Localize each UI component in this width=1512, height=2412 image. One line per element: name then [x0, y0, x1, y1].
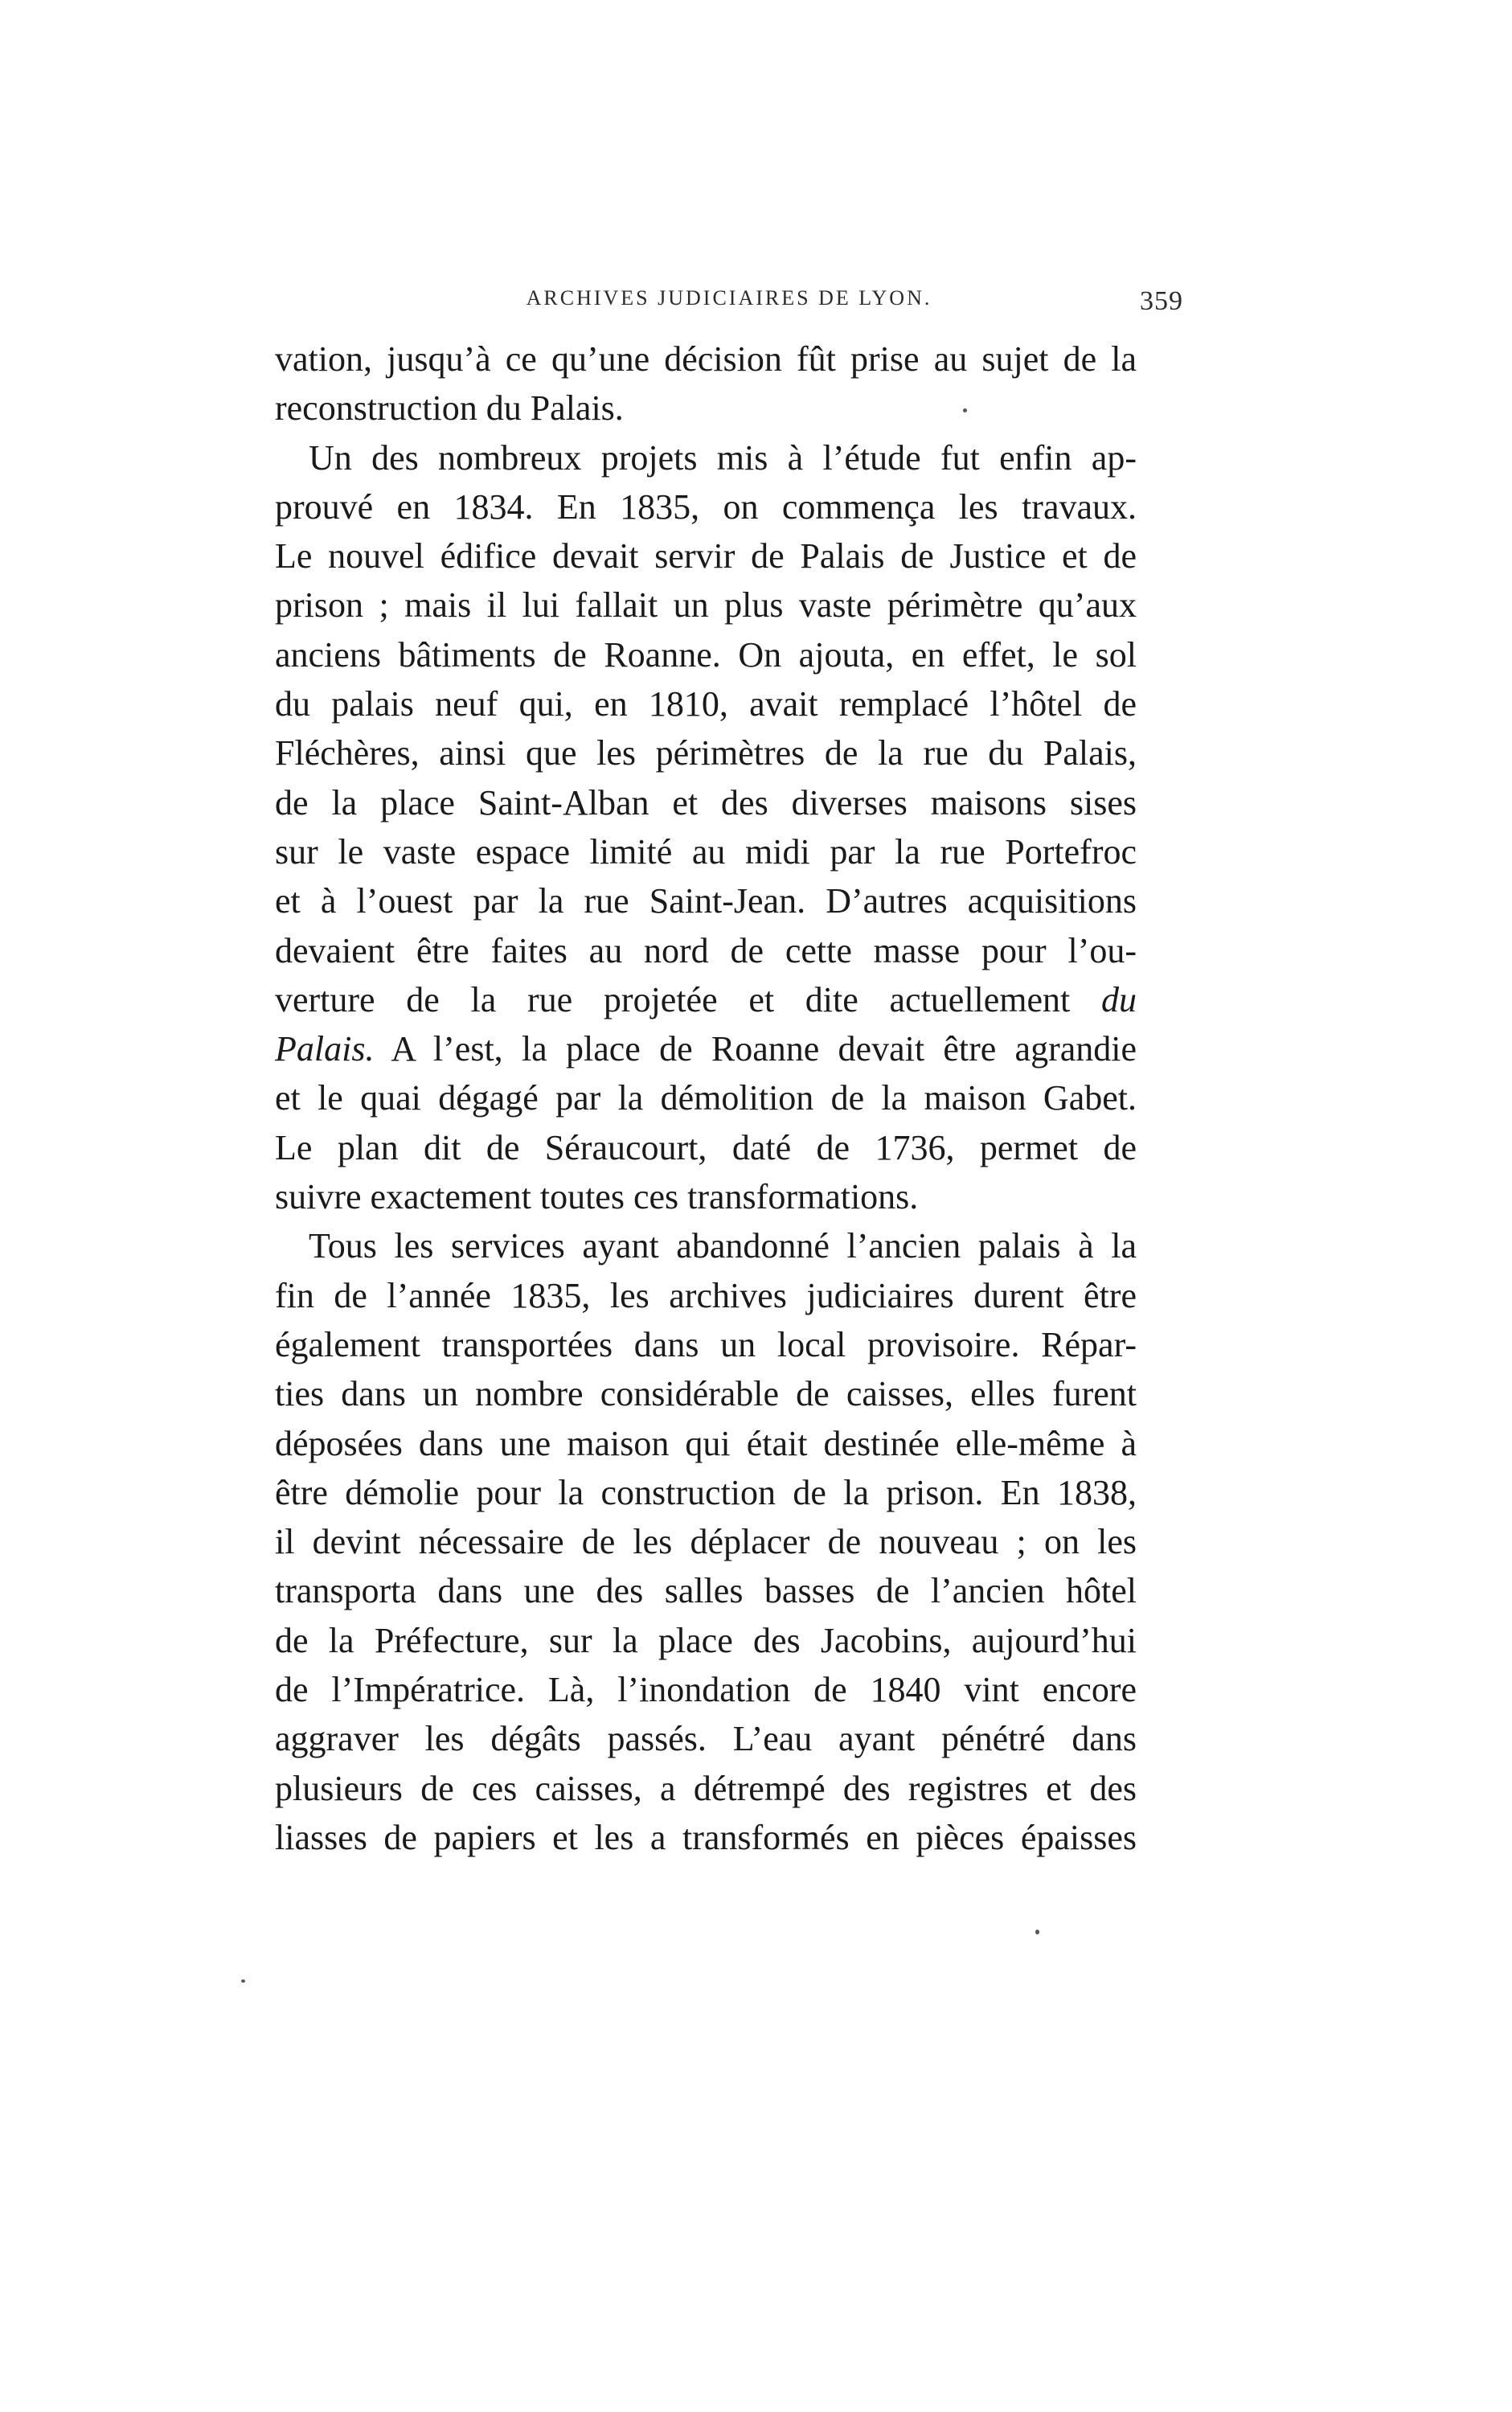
text-line: du palais neuf qui, en 1810, avait remplacé l’hôtel de [275, 684, 1137, 724]
text-line: Tous les services ayant abandonné l’ancien palais à la [309, 1226, 1137, 1266]
body-text [275, 334, 1137, 1862]
print-speck [241, 1979, 245, 1983]
text-line: Fléchères, ainsi que les périmètres de la rue du Palais, [275, 733, 1137, 773]
text-line: Le plan dit de Séraucourt, daté de 1736, permet de [275, 1127, 1137, 1167]
running-title: ARCHIVES JUDICIAIRES DE LYON. [526, 286, 932, 310]
text-line: aggraver les dégâts passés. L’eau ayant pénétré dans [275, 1719, 1137, 1759]
text-line: vation, jusqu’à ce qu’une décision fût prise au sujet de la [275, 339, 1137, 379]
text-line: et le quai dégagé par la démolition de la maison Gabet. [275, 1078, 1137, 1118]
text-line: anciens bâtiments de Roanne. On ajouta, en effet, le sol [275, 634, 1137, 675]
text-line: devaient être faites au nord de cette masse pour l’ou- [275, 930, 1137, 970]
text-line: de la place Saint-Alban et des diverses maisons sises [275, 782, 1137, 822]
text-line: déposées dans une maison qui était destinée elle-même à [275, 1423, 1137, 1463]
text-line [275, 975, 1137, 1024]
text-segment: A l’est, la place de Roanne devait être agrandie [391, 1029, 1137, 1069]
text-line: plusieurs de ces caisses, a détrempé des registres et des [275, 1768, 1137, 1808]
text-line: fin de l’année 1835, les archives judiciaires durent être [275, 1275, 1137, 1315]
text-line: ties dans un nombre considérable de caisses, elles furent [275, 1374, 1137, 1414]
text-line: il devint nécessaire de les déplacer de nouveau ; on les [275, 1522, 1137, 1562]
text-line: prison ; mais il lui fallait un plus vaste périmètre qu’aux [275, 585, 1137, 626]
text-line: liasses de papiers et les a transformés en pièces épaisses [275, 1817, 1137, 1857]
text-segment: verture de la rue projetée et dite actuellement [275, 979, 1071, 1019]
text-line: prouvé en 1834. En 1835, on commença les travaux. [275, 486, 1137, 527]
text-line: également transportées dans un local provisoire. Répar- [275, 1324, 1137, 1364]
text-line: être démolie pour la construction de la prison. En 1838, [275, 1472, 1137, 1512]
text-line: transporta dans une des salles basses de l’ancien hôtel [275, 1571, 1137, 1611]
text-line: et à l’ouest par la rue Saint-Jean. D’autres acquisitions [275, 881, 1137, 921]
print-speck [1035, 1930, 1039, 1934]
text-line [275, 1024, 1137, 1073]
italic-word: du [1101, 979, 1137, 1019]
running-header [275, 286, 1183, 326]
text-line: de la Préfecture, sur la place des Jacobins, aujourd’hui [275, 1620, 1137, 1660]
page-number: 359 [1140, 286, 1183, 316]
text-line: reconstruction du Palais. [275, 388, 624, 429]
text-line: Le nouvel édifice devait servir de Palais de Justice et de [275, 536, 1137, 576]
italic-word: Palais. [275, 1029, 375, 1069]
text-line: suivre exactement toutes ces transformations. [275, 1177, 919, 1217]
text-line: sur le vaste espace limité au midi par la rue Portefroc [275, 831, 1137, 872]
print-speck [963, 408, 967, 412]
text-line: Un des nombreux projets mis à l’étude fut enfin ap- [309, 437, 1137, 478]
text-line: de l’Impératrice. Là, l’inondation de 1840 vint encore [275, 1670, 1137, 1710]
